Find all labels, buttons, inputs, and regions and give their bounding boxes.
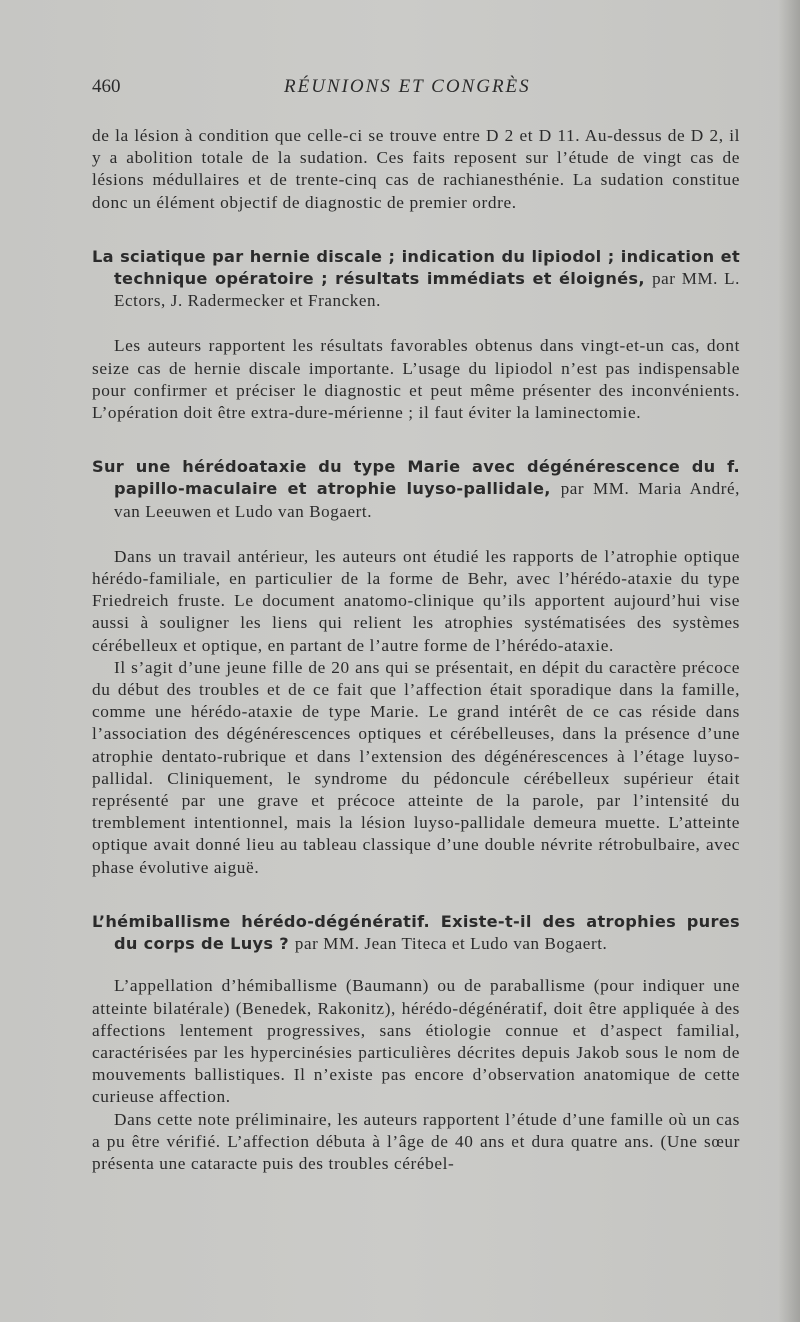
article-body <box>92 125 740 1175</box>
section-paragraph: Dans cette note préliminaire, les auteurs rapportent l’étude d’une famille où un cas a pu être vérifié. L’affection débuta à l’âge de 40 ans et dura quatre ans. (Une sœur présenta une cataracte puis des troubles cérébel- <box>92 1109 740 1173</box>
page-edge-shadow <box>778 0 800 1322</box>
section-title: La sciatique par hernie discale ; indication du lipiodol ; indication et technique opératoire ; résultats immédiats et éloignés, <box>92 246 740 289</box>
section-paragraph: Dans un travail antérieur, les auteurs ont étudié les rapports de l’atrophie optique hérédo-familiale, en particulier de la forme de Behr, avec l’hérédo-ataxie du type Friedreich fruste. Le document anatomo-clinique qu’ils apportent aujourd’hui vise aussi à souligner les liens qui relient les atrophies systématisées des systèmes cérébelleux et optique, en partant de l’autre forme de l’hérédo-ataxie. <box>92 546 740 655</box>
section-heading <box>92 246 740 313</box>
page-number: 460 <box>92 76 121 97</box>
section-paragraph: L’appellation d’hémiballisme (Baumann) ou de paraballisme (pour indiquer une atteinte bilatérale) (Benedek, Rakonitz), hérédo-dégénératif, doit être appliquée à des affections lentement progressives, sans étiologie connue et d’aspect familial, caractérisées par les hypercinésies particulières décrites depuis Jakob sous le nom de mouvements ballistiques. Il n’existe pas encore d’observation anatomique de cette curieuse affection. <box>92 976 740 1107</box>
section-title: Sur une hérédoataxie du type Marie avec dégénérescence du f. papillo-maculaire et atrophie luyso-pallidale, <box>92 457 740 499</box>
section-authors: par MM. Maria André, van Leeuwen et Ludo van Bogaert. <box>114 479 741 521</box>
section-paragraph: Il s’agit d’une jeune fille de 20 ans qui se présentait, en dépit du caractère précoce du début des troubles et de ce fait que l’affection était sporadique dans la famille, comme une hérédo-ataxie de type Marie. Le grand intérêt de ce cas réside dans l’association des dégénérescences optiques et cérébelleuses, dans la présence d’une atrophie dentato-rubrique et dans l’extension des dégénérescences à l’étage luyso-pallidal. Cliniquement, le syndrome du pédoncule cérébelleux supérieur était représenté par une grave et précoce atteinte de la parole, par l’intensité du tremblement intentionnel, mais la lésion luyso-pallidale demeura muette. L’atteinte optique avait donné lieu au tableau classique d’une double névrite rétrobulbaire, avec phase évolutive aiguë. <box>92 657 740 877</box>
section-authors: par MM. L. Ectors, J. Radermecker et Francken. <box>114 269 741 311</box>
intro-paragraph: de la lésion à condition que celle-ci se trouve entre D 2 et D 11. Au-dessus de D 2, il y a abolition totale de la sudation. Ces faits reposent sur l’étude de vingt cas de lésions médullaires et de trente-cinq cas de rachianesthénie. La sudation constitue donc un élément objectif de diagnostic de premier ordre. <box>92 126 740 212</box>
section-heading <box>92 911 740 955</box>
running-title: RÉUNIONS ET CONGRÈS <box>284 76 531 97</box>
running-head <box>92 76 732 102</box>
section-heading <box>92 456 740 523</box>
section-paragraph: Les auteurs rapportent les résultats favorables obtenus dans vingt-et-un cas, dont seize cas de hernie discale importante. L’usage du lipiodol n’est pas indispensable pour confirmer et préciser le diagnostic et peut même présenter des inconvénients. L’opération doit être extra-dure-mérienne ; il faut éviter la laminectomie. <box>92 336 740 423</box>
section-title: L’hémiballisme hérédo-dégénératif. Existe-t-il des atrophies pures du corps de Luys ? <box>92 911 740 954</box>
section-authors: par MM. Jean Titeca et Ludo van Bogaert. <box>294 934 608 954</box>
